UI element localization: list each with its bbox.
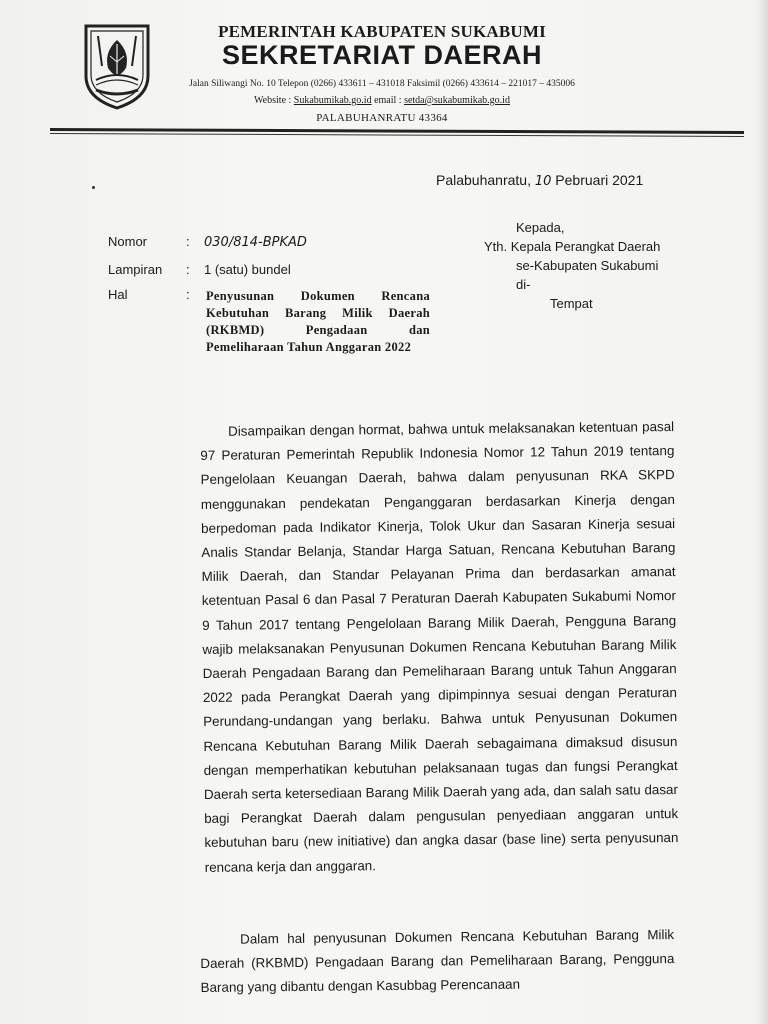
recipient-yth: Yth. <box>484 239 508 254</box>
lampiran-label: Lampiran <box>108 262 163 277</box>
hal-label: Hal <box>108 287 128 302</box>
letterhead-government: PEMERINTAH KABUPATEN SUKABUMI <box>218 22 546 41</box>
date-month-year: Pebruari 2021 <box>555 172 644 188</box>
body-paragraph-2: Dalam hal penyusunan Dokumen Rencana Kebutuhan Barang Milik Daerah (RKBMD) Pengadaan Barang dan Pemeliharaan Barang, Pengguna Barang yang dibantu dengan Kasubbag Perencanaan <box>200 927 675 996</box>
letter-date <box>436 172 643 189</box>
meta-hal <box>108 287 204 302</box>
page-edge-shadow <box>756 0 768 1024</box>
website-label: Website : <box>254 95 292 106</box>
email-label: email : <box>374 95 402 106</box>
email-link[interactable]: setda@sukabumikab.go.id <box>404 95 510 106</box>
recipient-region: se-Kabupaten Sukabumi <box>516 258 659 273</box>
date-city: Palabuhanratu, <box>436 172 531 188</box>
recipient-line <box>484 237 660 256</box>
recipient-block <box>484 218 660 313</box>
nomor-label: Nomor <box>108 234 148 249</box>
letterhead-rule-thin <box>50 133 744 137</box>
meta-nomor <box>108 234 307 250</box>
lampiran-colon: : <box>186 262 190 277</box>
body-paragraph-1: Disampaikan dengan hormat, bahwa untuk melaksanakan ketentuan pasal 97 Peraturan Pemerintah Republik Indonesia Nomor 12 Tahun 2019 tentang Pengelolaan Keuangan Daerah, bahwa dalam penyusunan RKA SKPD menggunakan pendekatan Penganggaran berdasarkan Kinerja dengan berpedoman pada Indikator Kinerja, Tolok Ukur dan Sasaran Kinerja sesuai Analis Standar Belanja, Standar Harga Satuan, Rencana Kebutuhan Barang Milik Daerah, dan Standar Pelayanan Prima dan berdasarkan amanat ketentuan Pasal 6 dan Pasal 7 Peraturan Daerah Kabupaten Sukabumi Nomor 9 Tahun 2017 tentang Pengelolaan Barang Milik Daerah, Pengguna Barang wajib melaksanakan Penyusunan Dokumen Rencana Kebutuhan Barang Milik Daerah Pengadaan Barang dan Pemeliharaan Barang untuk Tahun Anggaran 2022 pada Perangkat Daerah yang dipimpinnya sesuai dengan Peraturan Perundang-undangan yang berlaku. Bahwa untuk Penyusunan Dokumen Rencana Kebutuhan Barang Milik Daerah sebagaimana dimaksud disusun dengan memperhatikan kebutuhan pelaksanaan tugas dan fungsi Perangkat Daerah serta ketersediaan Barang Milik Daerah yang ada, dan salah satu dasar bagi Perangkat Daerah dalam pengusulan penyediaan anggaran untuk kebutuhan baru (new initiative) dan angka dasar (base line) serta penyusunan rencana kerja dan anggaran. <box>200 419 679 875</box>
lampiran-value: 1 (satu) bundel <box>204 262 291 277</box>
nomor-colon: : <box>186 234 190 249</box>
letterhead-office: SEKRETARIAT DAERAH <box>221 40 542 70</box>
recipient-kepada: Kepada, <box>516 220 565 235</box>
date-day-handwritten: 10 <box>534 174 552 189</box>
kabupaten-sukabumi-emblem <box>80 22 154 110</box>
meta-lampiran <box>108 262 291 277</box>
speck <box>92 186 95 189</box>
letterhead-contacts <box>162 95 602 106</box>
website-link[interactable]: Sukabumikab.go.id <box>293 95 372 106</box>
recipient-title: Kepala Perangkat Daerah <box>510 239 661 254</box>
nomor-value-handwritten: 030/814-BPKAD <box>204 235 307 250</box>
recipient-di: di- <box>516 277 531 292</box>
letterhead-address: Jalan Siliwangi No. 10 Telepon (0266) 433611 – 431018 Faksimil (0266) 433614 – 221017 – 435006 <box>189 79 575 89</box>
subject-text: Penyusunan Dokumen Rencana Kebutuhan Barang Milik Daerah (RKBMD) Pengadaan dan Pemeliharaan Tahun Anggaran 2022 <box>206 289 430 354</box>
recipient-place: Tempat <box>550 296 593 311</box>
hal-colon: : <box>186 287 190 302</box>
letterhead-city-postcode: PALABUHANRATU 43364 <box>316 112 448 124</box>
